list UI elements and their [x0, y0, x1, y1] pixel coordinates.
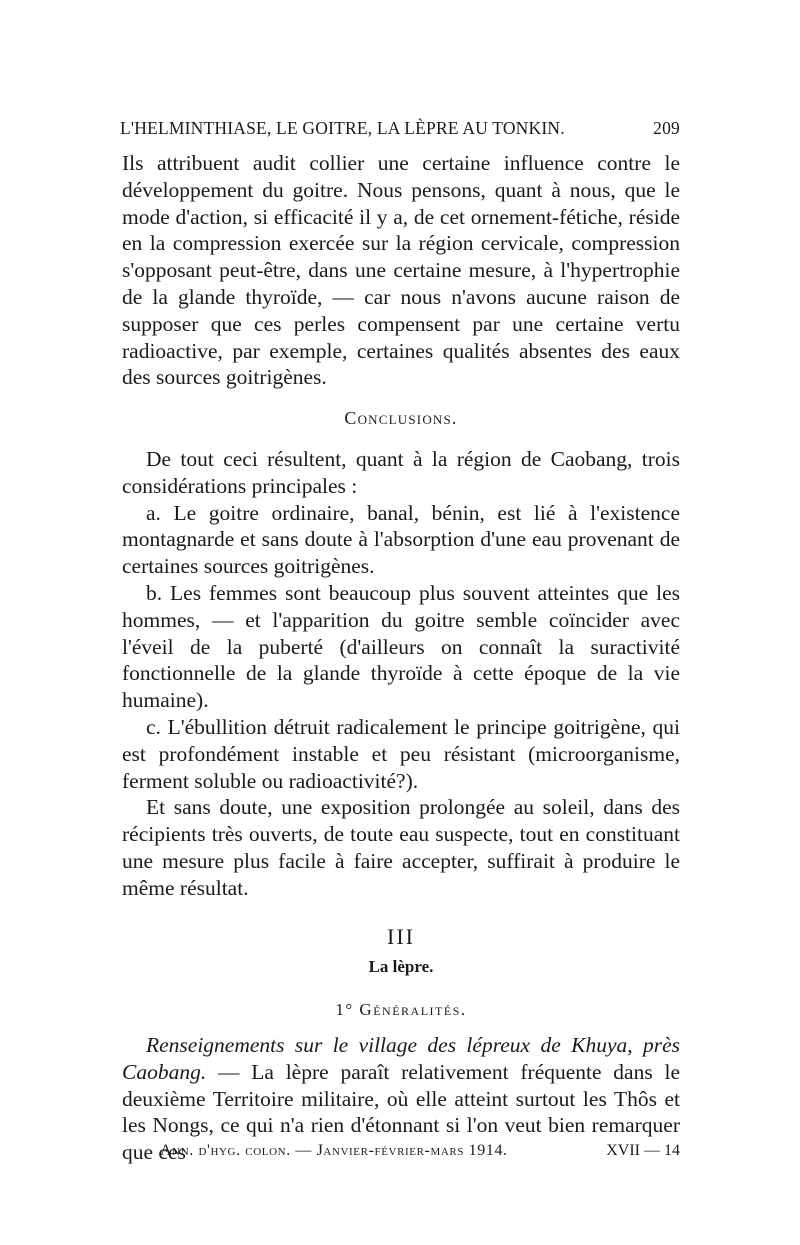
paragraph-exposition: Et sans doute, une exposition prolongée au soleil, dans des récipients très ouverts, de toute eau suspecte, tout en constituant une mesure plus facile à faire accepter, suffirait à produire le même résultat.: [122, 795, 680, 900]
footer-journal: Ann. d'hyg. colon. — Janvier-février-mars 1914.: [160, 1142, 508, 1159]
italic-lead-title: Renseignements sur le village des lépreux de Khuya, près Caobang.: [122, 1032, 680, 1084]
part-title: La lèpre.: [368, 957, 434, 977]
page-footer: [160, 1142, 680, 1160]
paragraph-collier: Ils attribuent audit collier une certaine influence contre le développement du goitre. Nous pensons, quant à nous, que le mode d'action, si efficacité il y a, de cet ornement-fétiche, réside en la compression exercée sur la région cervicale, compression s'opposant peut-être, dans une certaine mesure, à l'hypertrophie de la glande thyroïde, — car nous n'avons aucune raison de supposer que ces perles compensent par une certaine vertu radioactive, par exemple, certaines qualités absentes des eaux des sources goitrigènes.: [122, 151, 680, 390]
running-header: [120, 118, 680, 139]
paragraph-lepre-text: — La lèpre paraît relativement fréquente dans le deuxième Territoire militaire, où elle atteint surtout les Thôs et les Nongs, ce qui n'a rien d'étonnant si l'on veut bien remarquer que ces: [122, 1059, 681, 1165]
running-title: L'HELMINTHIASE, LE GOITRE, LA LÈPRE AU TONKIN.: [120, 118, 565, 138]
subsection-heading: 1° Généralités.: [335, 1000, 467, 1020]
paragraph-point-c: c. L'ébullition détruit radicalement le principe goitrigène, qui est profondément instable et peu résistant (microorganisme, ferment soluble ou radioactivité?).: [122, 714, 680, 793]
paragraph-considerations: De tout ceci résultent, quant à la région de Caobang, trois considérations principales :: [122, 446, 680, 498]
body-text: [122, 150, 680, 1166]
footer-signature: XVII — 14: [606, 1142, 680, 1159]
paragraph-point-a: a. Le goitre ordinaire, banal, bénin, est lié à l'existence montagnarde et sans doute à l'absorption d'une eau provenant de certaines sources goitrigènes.: [122, 500, 680, 579]
part-numeral: III: [387, 923, 415, 949]
paragraph-point-b: b. Les femmes sont beaucoup plus souvent atteintes que les hommes, — et l'apparition du goitre semble coïncider avec l'éveil de la puberté (d'ailleurs on connaît la suractivité fonctionnelle de la glande thyroïde à cette époque de la vie humaine).: [122, 580, 680, 713]
page-number: 209: [653, 118, 680, 138]
conclusions-heading: Conclusions.: [344, 408, 458, 429]
